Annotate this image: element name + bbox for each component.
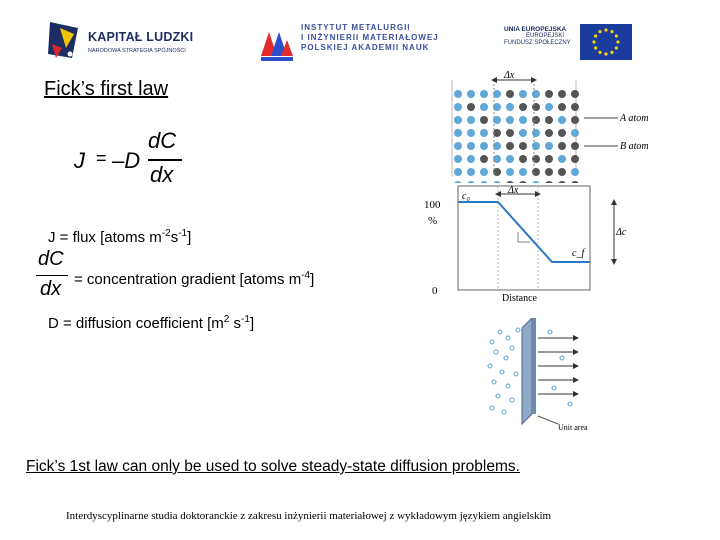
- a-atom: [454, 90, 462, 98]
- kapital-ludzki-title: KAPITAŁ LUDZKI: [88, 30, 194, 44]
- grad-den: dx: [40, 278, 62, 300]
- a-atom: [519, 116, 527, 124]
- def-flux-exp1: -2: [161, 228, 171, 239]
- b-atom: [558, 142, 566, 150]
- b-atom: [545, 116, 553, 124]
- b-atom: [571, 142, 579, 150]
- b-atom: [571, 103, 579, 111]
- eq-minus-d: –D: [112, 148, 141, 173]
- eu-line: EUROPEJSKI: [526, 33, 565, 39]
- lattice-atoms: [454, 90, 579, 183]
- grad-num: dC: [38, 248, 64, 270]
- a-atom: [467, 155, 475, 163]
- b-atom-label: B atom: [620, 141, 649, 152]
- b-atom: [545, 129, 553, 137]
- b-atom: [532, 116, 540, 124]
- lattice-delta-x: Δx: [504, 70, 515, 81]
- y-percent-label: %: [428, 215, 438, 227]
- flux-arrows: [538, 338, 578, 394]
- a-atom-label: A atom: [620, 113, 649, 124]
- a-atom: [571, 129, 579, 137]
- def-diffusion: [48, 314, 254, 332]
- concentration-profile-diagram: [418, 182, 640, 306]
- def-gradient: [36, 248, 376, 304]
- a-atom: [571, 168, 579, 176]
- def-flux-s: s: [170, 229, 179, 246]
- y-top-label: 100: [424, 199, 441, 211]
- b-atom: [519, 155, 527, 163]
- a-atom: [454, 168, 462, 176]
- b-atom: [571, 155, 579, 163]
- a-atom: [480, 168, 488, 176]
- a-atom: [454, 155, 462, 163]
- a-atom: [558, 155, 566, 163]
- a-atom: [454, 116, 462, 124]
- delta-c-label: Δc: [616, 227, 627, 238]
- eu-flag-icon: [580, 24, 632, 60]
- b-atom: [558, 90, 566, 98]
- left-particles: [488, 328, 520, 414]
- b-atom: [571, 116, 579, 124]
- institute-name: [301, 23, 439, 53]
- a-atom: [454, 129, 462, 137]
- grad-exp: -4: [301, 270, 311, 281]
- institute-logo: [251, 18, 439, 70]
- a-atom: [506, 155, 514, 163]
- def-d-exp1: 2: [223, 314, 230, 325]
- b-atom: [532, 155, 540, 163]
- a-atom: [467, 142, 475, 150]
- a-atom: [480, 90, 488, 98]
- a-atom: [519, 90, 527, 98]
- a-atom: [558, 116, 566, 124]
- profile-delta-x: Δx: [508, 185, 519, 196]
- a-atom: [467, 116, 475, 124]
- b-atom: [545, 168, 553, 176]
- slide-title: Fick’s first law: [44, 78, 169, 100]
- a-atom: [467, 168, 475, 176]
- a-atom: [480, 142, 488, 150]
- unit-area-label: Unit area: [558, 423, 588, 432]
- atom-lattice-diagram: [440, 68, 680, 183]
- membrane-diffusion-diagram: [482, 318, 608, 436]
- institute-line: POLSKIEJ AKADEMII NAUK: [301, 43, 430, 52]
- def-flux: [48, 228, 191, 246]
- grad-desc: = concentration gradient [atoms m: [74, 271, 302, 288]
- bottom-caption: Interdyscyplinarne studia doktoranckie z zakresu inżynierii materiałowej z wykładowym językiem angielskim: [66, 510, 552, 522]
- y-zero-label: 0: [432, 285, 438, 297]
- b-atom: [571, 90, 579, 98]
- eq-lhs: J: [74, 148, 85, 173]
- a-atom: [506, 103, 514, 111]
- eu-line: FUNDUSZ SPOŁECZNY: [504, 40, 571, 46]
- footer-note: Fick’s 1st law can only be used to solve steady-state diffusion problems.: [26, 458, 520, 475]
- b-atom: [506, 142, 514, 150]
- b-atom: [467, 103, 475, 111]
- eu-line: UNIA EUROPEJSKA: [504, 26, 567, 33]
- b-atom: [545, 90, 553, 98]
- b-atom: [506, 129, 514, 137]
- b-atom: [506, 90, 514, 98]
- b-atom: [519, 142, 527, 150]
- cf-label: c_f: [572, 248, 585, 259]
- b-atom: [558, 168, 566, 176]
- def-d-close: ]: [249, 315, 255, 332]
- def-flux-text: J = flux [atoms m: [48, 229, 162, 246]
- eu-fund-text: [504, 26, 571, 47]
- eq-fraction-bar: [148, 159, 182, 161]
- a-atom: [545, 103, 553, 111]
- b-atom: [558, 103, 566, 111]
- def-d-exp2: -1: [241, 314, 250, 325]
- a-atom: [532, 90, 540, 98]
- institute-emblem-icon: [257, 26, 297, 66]
- eq-numerator: dC: [148, 128, 177, 153]
- def-d-text: D = diffusion coefficient [m: [48, 315, 224, 332]
- b-atom: [545, 155, 553, 163]
- a-atom: [480, 129, 488, 137]
- grad-fraction-bar: [36, 275, 68, 276]
- def-flux-close: ]: [187, 229, 192, 246]
- a-atom: [532, 142, 540, 150]
- eq-equals: =: [96, 148, 107, 168]
- a-atom: [480, 103, 488, 111]
- grad-close: ]: [310, 271, 315, 288]
- a-atom: [506, 168, 514, 176]
- b-atom: [480, 155, 488, 163]
- a-atom: [519, 168, 527, 176]
- kapital-ludzki-emblem-icon: [44, 18, 84, 64]
- kapital-ludzki-subtitle: NARODOWA STRATEGIA SPÓJNOŚCI: [88, 48, 186, 54]
- def-flux-exp2: -1: [178, 228, 188, 239]
- a-atom: [506, 116, 514, 124]
- institute-line: I INŻYNIERII MATERIAŁOWEJ: [301, 33, 439, 42]
- a-atom: [519, 129, 527, 137]
- b-atom: [532, 168, 540, 176]
- x-axis-label: Distance: [502, 293, 537, 304]
- def-d-s: s: [229, 315, 242, 332]
- eq-denominator: dx: [150, 162, 174, 187]
- kapital-ludzki-logo: [44, 18, 204, 68]
- a-atom: [545, 142, 553, 150]
- c0-label: c₀: [462, 191, 470, 202]
- b-atom: [532, 103, 540, 111]
- institute-line: INSTYTUT METALURGII: [301, 23, 411, 32]
- a-atom: [532, 129, 540, 137]
- a-atom: [454, 103, 462, 111]
- b-atom: [558, 129, 566, 137]
- a-atom: [467, 129, 475, 137]
- b-atom: [480, 116, 488, 124]
- fick-equation: [72, 128, 192, 192]
- a-atom: [467, 90, 475, 98]
- a-atom: [454, 142, 462, 150]
- grad-text: [74, 270, 314, 288]
- b-atom: [519, 103, 527, 111]
